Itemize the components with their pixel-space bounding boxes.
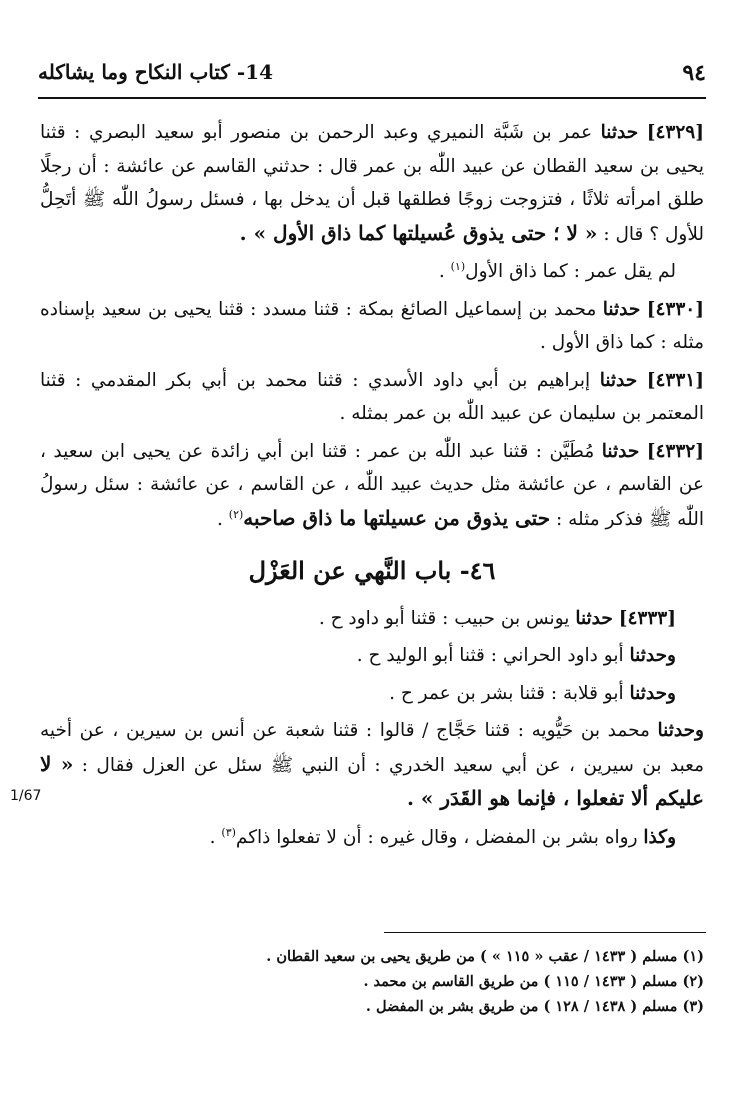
main-text [40, 116, 704, 858]
chain-text: أبو قلابة : قثنا بشر بن عمر ح . [389, 682, 624, 704]
footnotes [40, 944, 704, 1019]
entry-lead: حدثنا [602, 298, 641, 320]
note-text: لم يقل عمر : كما ذاق الأول [465, 261, 676, 282]
entry-number: [٤٣٣٣] [618, 607, 676, 629]
hadith-entry-4331 [40, 364, 704, 431]
footnote-ref-3: (٣) [221, 825, 236, 839]
chapter-heading: ٤٦- باب النَّهي عن العَزْل [248, 556, 496, 585]
hadith-entry-4329 [40, 116, 704, 251]
entry-number: [٤٣٣١] [646, 369, 704, 391]
footnote-ref-1: (١) [450, 259, 466, 273]
margin-manuscript-ref: 1/67 [10, 788, 42, 804]
entry-quote: « لا عليكم ألا تفعلوا ، فإنما هو القَدَر » . [40, 751, 704, 810]
header-divider [38, 97, 706, 99]
entry-number: [٤٣٢٩] [646, 122, 704, 143]
footnote-2: (٢) مسلم ( ١٤٣٣ / ١١٥ ) من طريق القاسم بن محمد . [363, 973, 704, 990]
chain-text: رواه بشر بن المفضل ، وقال غيره : أن لا تفعلوا ذاكم [235, 826, 638, 848]
chain-lead: وكذا [643, 826, 676, 848]
footnote-1: (١) مسلم ( ١٤٣٣ / عقب « ١١٥ » ) من طريق يحيى بن سعيد القطان . [266, 948, 704, 965]
chain-lead: وحدثنا [629, 682, 676, 704]
entry-quote: حتى يذوق من عسيلتها ما ذاق صاحبه [243, 505, 551, 530]
chain-text: أبو داود الحراني : قثنا أبو الوليد ح . [356, 645, 624, 666]
entry-text: عمر بن شَبَّة النميري وعبد الرحمن بن منصور أبو سعيد البصري : قثنا يحيى بن سعيد القطان عن عبيد اللّٰه بن عمر قال : حدثني القاسم عن عائشة : أن رجلًا طلق امرأته ثلاثًا ، فتزوجت زوجًا فطلقها قبل أن يدخل بها ، فسئل رسولُ اللّٰه ﷺ أتَحِلُّ للأول ؟ قال : [40, 122, 704, 245]
entry-quote: « لا ؛ حتى يذوق عُسيلتها كما ذاق الأول » . [239, 220, 598, 245]
running-title: 14- كتاب النكاح وما يشاكله [38, 60, 274, 84]
entry-lead: حدثنا [599, 369, 638, 391]
entry-lead: حدثنا [600, 122, 639, 143]
footnote-ref-2: (٢) [228, 507, 244, 521]
entry-text: مُطَيَّن : قثنا عبد اللّٰه بن عمر : قثنا ابن أبي زائدة عن يحيى ابن سعيد ، عن القاسم ، عن عائشة مثل حديث عبيد اللّٰه ، عن القاسم ، عن عائشة : سئل رسولُ اللّٰه ﷺ فذكر مثله : [40, 440, 704, 530]
entry-note [40, 255, 704, 289]
chain-lead: وحدثنا [629, 645, 676, 666]
final-end: . [209, 826, 222, 848]
hadith-entry-4332 [40, 435, 704, 537]
chain-main [40, 714, 704, 817]
entry-lead: حدثنا [601, 440, 640, 462]
chain-line [40, 677, 704, 711]
chain-line [40, 639, 704, 673]
hadith-entry-4333 [40, 602, 704, 636]
chain-lead: وحدثنا [657, 720, 704, 741]
page-number: ٩٤ [682, 60, 706, 86]
note-end: . [438, 261, 451, 282]
entry-number: [٤٣٣٢] [646, 440, 704, 462]
chain-final [40, 821, 704, 855]
hadith-entry-4330 [40, 293, 704, 360]
entry-number: [٤٣٣٠] [646, 298, 704, 320]
footnote-3: (٣) مسلم ( ١٤٣٨ / ١٢٨ ) من طريق بشر بن المفضل . [365, 998, 704, 1015]
entry-lead: حدثنا [575, 607, 613, 629]
entry-text: يونس بن حبيب : قثنا أبو داود ح . [318, 607, 570, 629]
entry-text: محمد بن إسماعيل الصائغ بمكة : قثنا مسدد : قثنا يحيى بن سعيد بإسناده مثله : كما ذاق الأول . [40, 298, 704, 353]
footnote-divider [384, 932, 706, 933]
page-header [38, 58, 706, 90]
chain-text: محمد بن حَيُّويه : قثنا حَجَّاج / قالوا : قثنا شعبة عن أنس بن سيرين ، عن أخيه معبد بن سيرين ، عن أبي سعيد الخدري : أن النبي ﷺ سئل عن العزل فقال : [40, 720, 704, 776]
quote-end: . [217, 508, 229, 530]
entry-text: إبراهيم بن أبي داود الأسدي : قثنا محمد بن أبي بكر المقدمي : قثنا المعتمر بن سليمان عن عبيد اللّٰه بن عمر بمثله . [40, 369, 704, 424]
